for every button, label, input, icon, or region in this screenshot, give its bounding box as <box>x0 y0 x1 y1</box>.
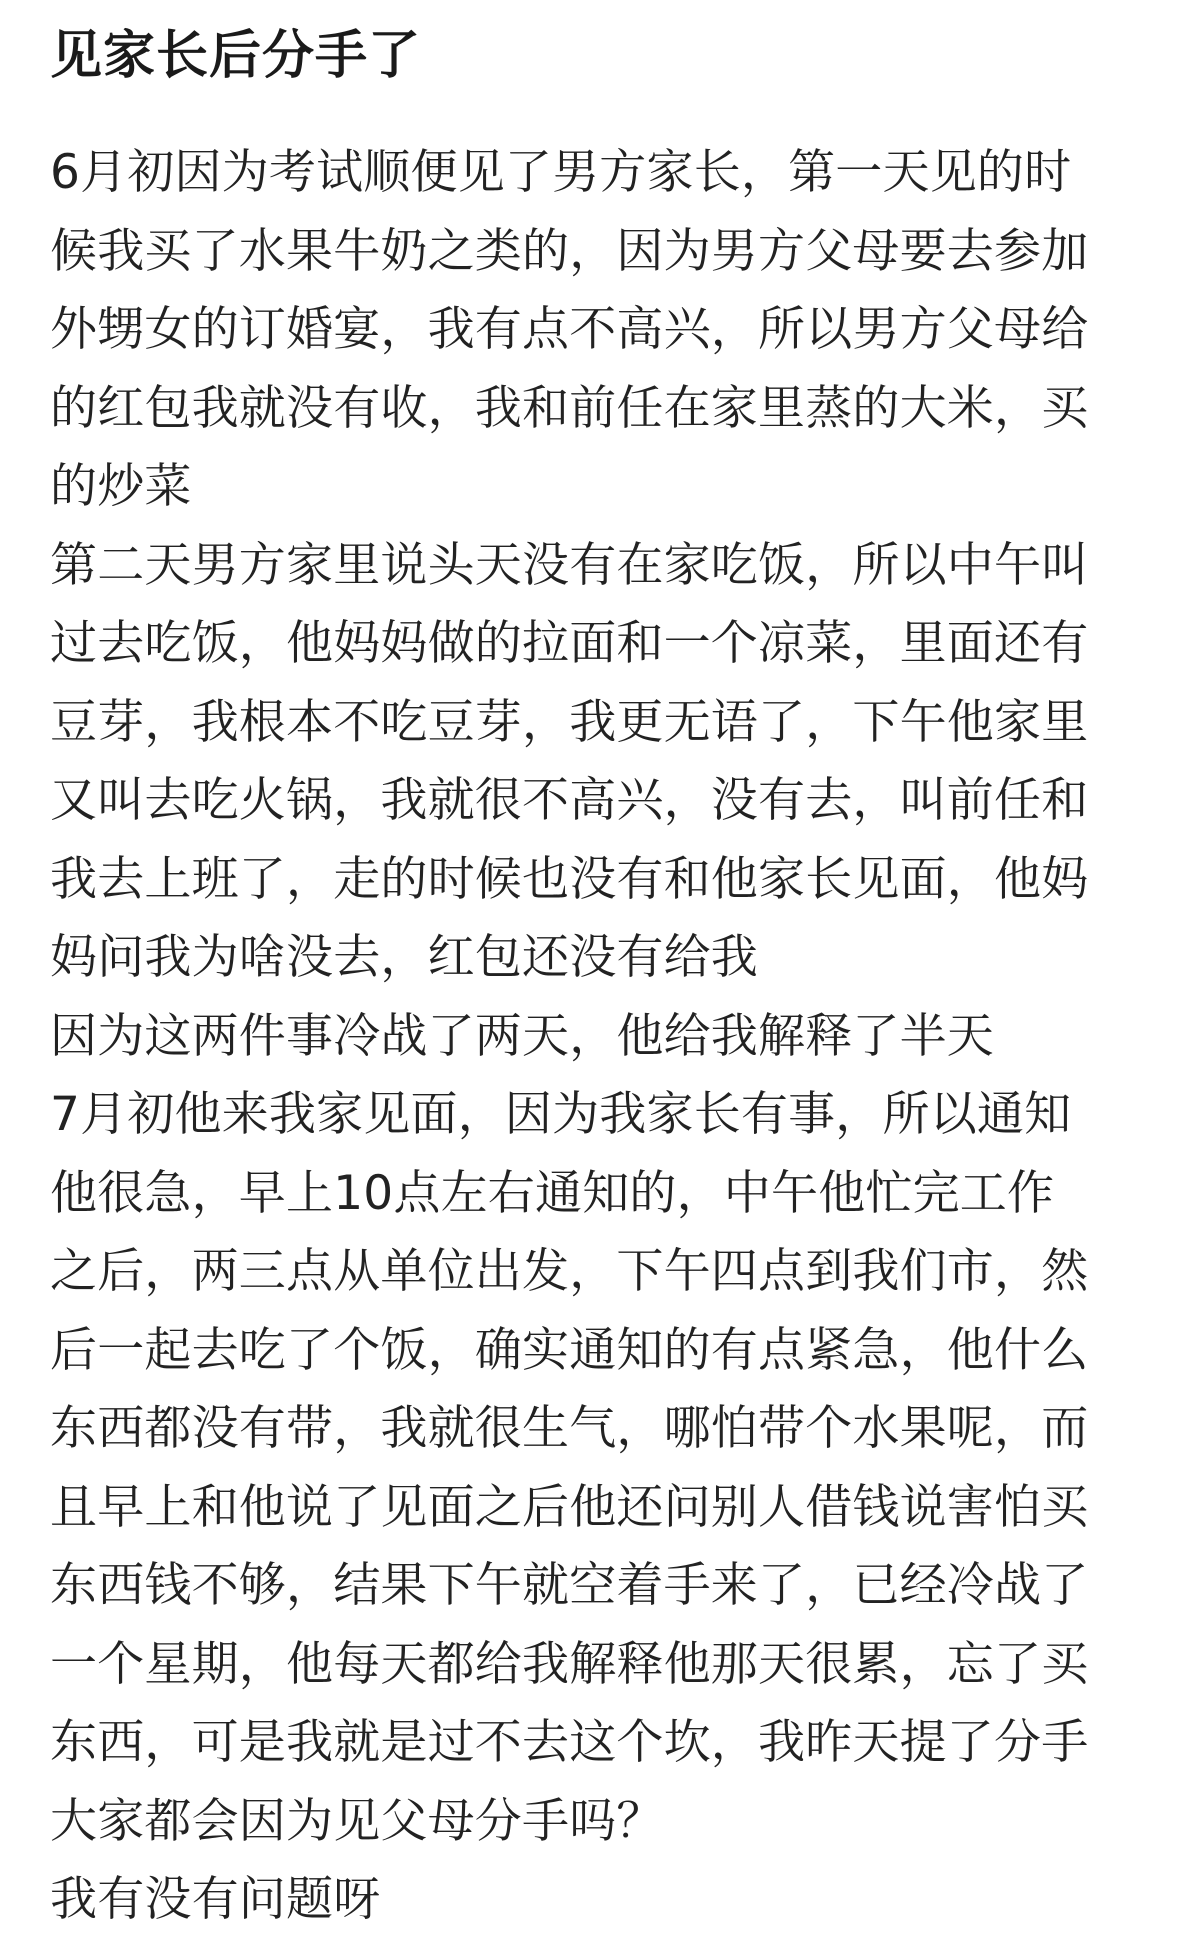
post-line: 7月初他来我家见面，因为我家长有事，所以通知 <box>50 1087 1072 1142</box>
post-line: 外甥女的订婚宴，我有点不高兴，所以男方父母给 <box>50 302 1089 357</box>
post-line: 6月初因为考试顺便见了男方家长，第一天见的时 <box>50 145 1072 200</box>
post-line: 后一起去吃了个饭，确实通知的有点紧急，他什么 <box>50 1322 1089 1378</box>
post-line: 且早上和他说了见面之后他还问别人借钱说害怕买 <box>50 1479 1089 1535</box>
post-line: 候我买了水果牛奶之类的，因为男方父母要去参加 <box>50 223 1089 279</box>
post-line: 又叫去吃火锅，我就很不高兴，没有去，叫前任和 <box>50 773 1089 828</box>
post-line: 之后，两三点从单位出发，下午四点到我们市，然 <box>50 1244 1089 1299</box>
post-line: 一个星期，他每天都给我解释他那天很累，忘了买 <box>50 1636 1089 1692</box>
post-line: 第二天男方家里说头天没有在家吃饭，所以中午叫 <box>50 537 1089 593</box>
post-line: 大家都会因为见父母分手吗？ <box>50 1793 664 1849</box>
post-line: 东西，可是我就是过不去这个坎，我昨天提了分手 <box>50 1715 1089 1770</box>
post-line: 他很急，早上10点左右通知的，中午他忙完工作 <box>50 1165 1055 1221</box>
post-line: 东西钱不够，结果下午就空着手来了，已经冷战了 <box>50 1558 1089 1613</box>
post-line: 我有没有问题呀 <box>50 1872 381 1927</box>
post-body <box>50 134 1129 1940</box>
post-line: 因为这两件事冷战了两天，他给我解释了半天 <box>50 1008 994 1064</box>
post-line: 过去吃饭，他妈妈做的拉面和一个凉菜，里面还有 <box>50 616 1089 671</box>
post-line: 豆芽，我根本不吃豆芽，我更无语了，下午他家里 <box>50 694 1089 750</box>
post-line: 东西都没有带，我就很生气，哪怕带个水果呢，而 <box>50 1401 1089 1456</box>
post-line: 的炒菜 <box>50 459 192 514</box>
post-title: 见家长后分手了 <box>50 26 422 86</box>
post-line: 我去上班了，走的时候也没有和他家长见面，他妈 <box>50 851 1089 907</box>
post-line: 的红包我就没有收，我和前任在家里蒸的大米，买 <box>50 380 1089 436</box>
post-line: 妈问我为啥没去，红包还没有给我 <box>50 930 758 985</box>
